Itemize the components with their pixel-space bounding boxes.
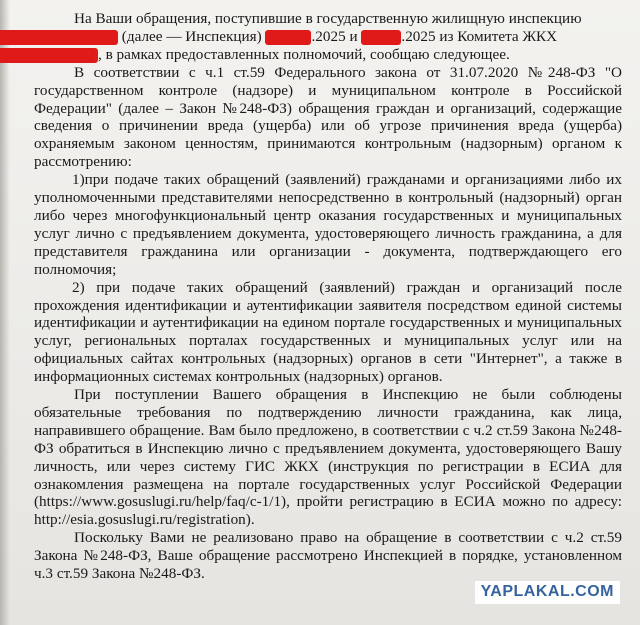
intro-line-3 [0,46,510,63]
paragraph-item-1: 1)при подаче таких обращений (заявлений) гражданами и организациями либо их уполномоченными представителями непосредственно в контрольный (надзорный) орган либо через многофункциональный центр оказания государственных и муниципальных услуг лично с предъявлением документа, удостоверяющего личность гражданина, а для представителя гражданина или организации - документа, подтверждающего его полномочия; [34,171,622,278]
redaction-city [0,48,98,63]
intro-line-3-text: , в рамках предоставленных полномочий, сообщаю следующее. [98,45,510,63]
intro-line-1: На Ваши обращения, поступившие в государственную жилищную инспекцию [74,10,582,27]
redaction-date-1 [265,30,311,45]
redaction-inspection-name [0,30,118,45]
intro-line-2c: .2025 из Комитета ЖКХ [401,27,558,45]
letter-body [34,10,622,583]
paragraph-law-reference: В соответствии с ч.1 ст.59 Федерального закона от 31.07.2020 №248-ФЗ "О государственном контроле (надзоре) и муниципальном контроле в Российской Федерации" (далее – Закон №248-ФЗ) обращения граждан и организаций, содержащие сведения о причинении вреда (ущерба) или об угрозе причинения вреда (ущерба) охраняемым законом ценностям, принимаются контрольным (надзорным) органом к рассмотрению: [34,63,622,171]
paragraph-item-2: 2) при подаче таких обращений (заявлений) граждан и организаций после прохождения идентификации и аутентификации заявителя посредством единой системы идентификации и аутентификации на едином портале государственных и муниципальных услуг, региональных порталах государственных и муниципальных услуг или на официальных сайтах контрольных (надзорных) органов в сети "Интернет", а также в информационных системах контрольных (надзорных) органов. [34,278,622,386]
paragraph-conclusion: Поскольку Вами не реализовано право на обращение в соответствии с ч.2 ст.59 Закона №248-ФЗ, Ваше обращение рассмотрено Инспекцией в порядке, установленном ч.3 ст.59 Закона №248-ФЗ. [34,529,622,583]
site-watermark: YAPLAKAL.COM [475,581,620,604]
paragraph-requirements: При поступлении Вашего обращения в Инспекцию не были соблюдены обязательные требования по подтверждению личности гражданина, как лица, направившего обращение. Вам было предложено, в соответствии с ч.2 ст.59 Закона №248-ФЗ обратиться в Инспекцию лично с предъявлением документа, удостоверяющего Вашу личность, или через систему ГИС ЖКХ (инструкция по регистрации в ЕСИА для ознакомления размещена на портале государственных услуг Российской Федерации (https://www.gosuslugi.ru/help/faq/c-1/1), пройти регистрацию в ЕСИА можно по адресу: http://esia.gosuslugi.ru/registration). [34,386,622,529]
intro-paragraph [34,10,622,64]
page-edge-shadow [0,0,10,625]
intro-line-2a: (далее — Инспекция) [121,27,262,45]
redaction-date-2 [361,30,401,45]
intro-line-2b: .2025 и [311,27,358,45]
intro-line-2 [0,28,557,45]
